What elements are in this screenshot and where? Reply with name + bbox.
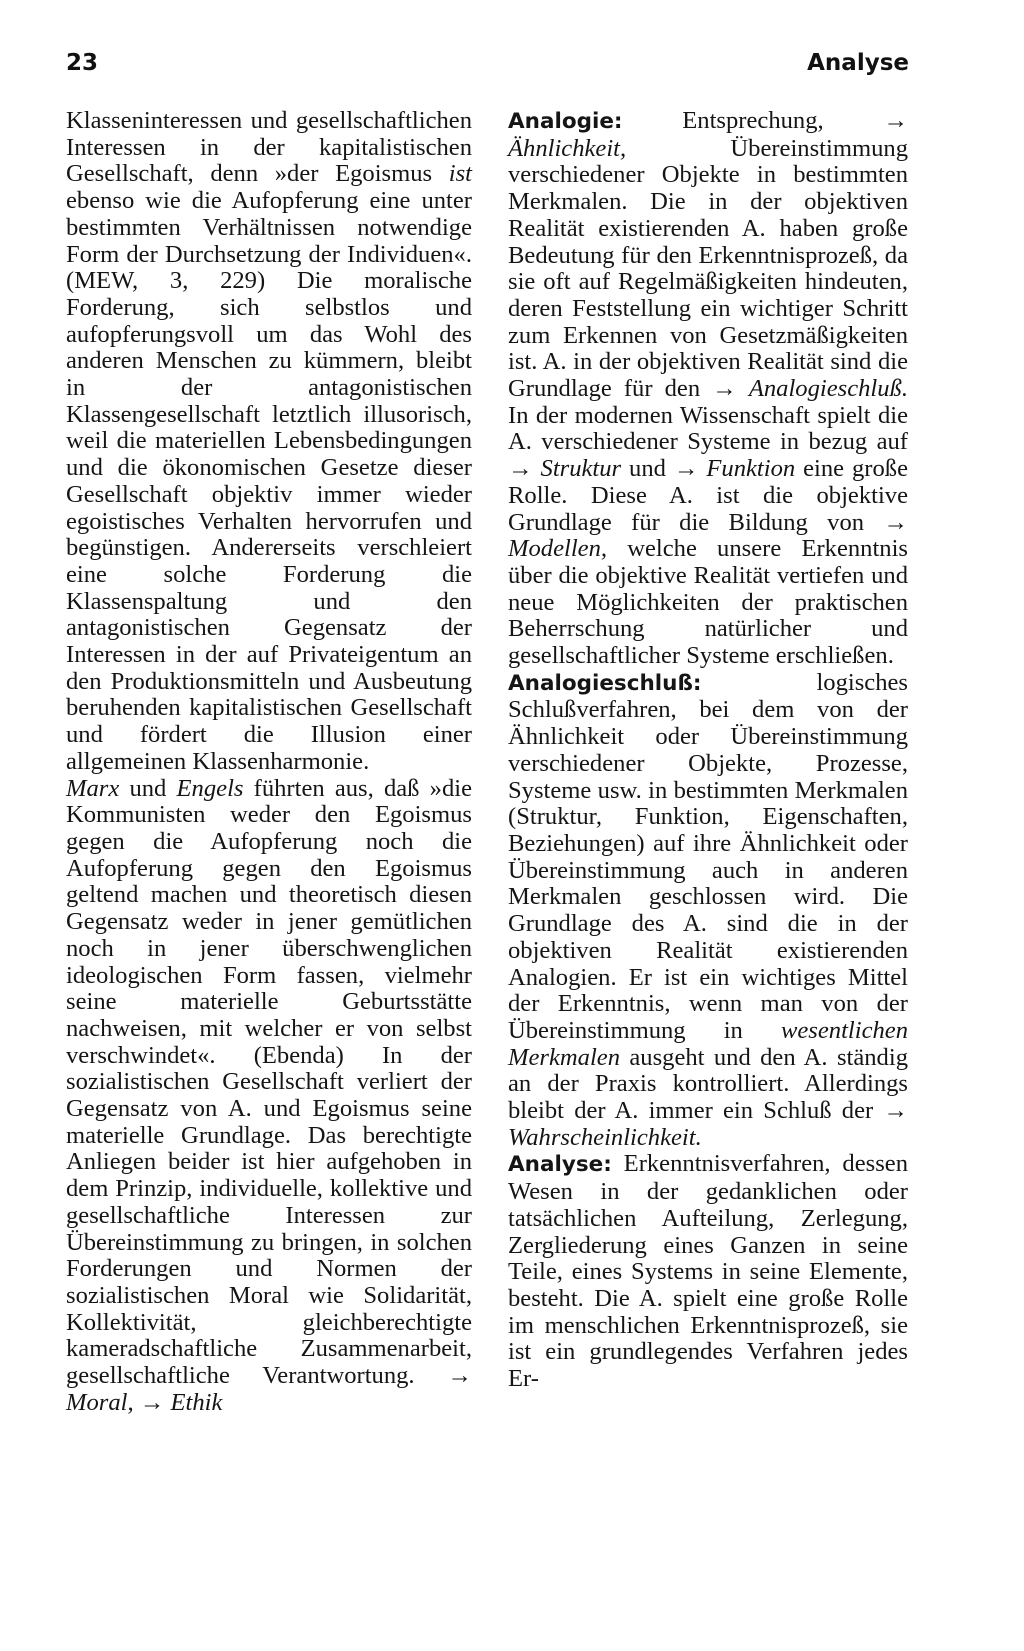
cross-reference: Funktion: [706, 455, 796, 483]
running-head: Analyse: [807, 50, 909, 76]
text-run: →: [133, 1388, 171, 1416]
entry-analyse: [508, 1151, 908, 1392]
text-run: welche unsere Erkenntnis über die objektive Realität vertiefen und neue Möglichkeiten der praktischen Beherrschung natürlicher und gesellschaftlicher Systeme erschließen.: [508, 535, 908, 670]
entry-analogieschluss: [508, 670, 908, 1152]
emphasis: ist: [448, 160, 472, 188]
text-run: und →: [621, 455, 707, 483]
text-run: Klasseninteressen und gesellschaftlichen Interessen in der kapitalistischen Gesellschaft, denn »der Egoismus: [66, 107, 472, 188]
text-run: ebenso wie die Aufopferung eine unter bestimmten Verhältnissen notwendige Form der Durchsetzung der Individuen«. (MEW, 3, 229) Die moralische Forderung, sich selbstlos und aufopferungsvoll um das Wohl des anderen Menschen zu kümmern, bleibt in der antagonistischen Klassengesellschaft letztlich illusorisch, weil die materiellen Lebensbedingungen und die ökonomischen Gesetze dieser Gesellschaft objektiv immer wieder egoistisches Verhalten hervorrufen und begünstigen. Andererseits verschleiert eine solche Forderung die Klassenspaltung und den antagonistischen Gegensatz der Interessen in der auf Privateigentum an den Produktionsmitteln und Ausbeutung beruhenden kapitalistischen Gesellschaft und fördert die Illusion einer allgemeinen Klassenharmonie.: [66, 187, 472, 775]
text-run: In der modernen Wissenschaft spielt die A. verschiedener Systeme in bezug auf →: [508, 401, 908, 483]
paragraph-marx-engels: [66, 776, 472, 1417]
cross-reference: Ethik: [170, 1388, 223, 1416]
entry-term: Analyse:: [508, 1152, 612, 1178]
cross-reference: Modellen,: [508, 535, 608, 563]
cross-reference: Wahrscheinlichkeit.: [508, 1123, 702, 1151]
entry-term: Analogieschluß:: [508, 670, 702, 696]
text-run: Erkenntnisverfahren, dessen Wesen in der gedanklichen oder tatsächlichen Aufteilung, Zerlegung, Zergliederung eines Ganzen in seine Teile, eines Systems in seine Elemente, besteht. Die A. spielt eine große Rolle im menschlichen Erkenntnisprozeß, sie ist ein grundlegendes Verfahren jedes Er-: [508, 1150, 908, 1393]
entry-term: Analogie:: [508, 109, 623, 134]
page-number: 23: [66, 50, 99, 76]
emphasis: Marx: [66, 774, 120, 802]
cross-reference: Ähnlichkeit,: [508, 134, 627, 162]
text-run: und: [119, 774, 177, 802]
emphasis: Engels: [176, 774, 244, 802]
cross-reference: Moral,: [66, 1388, 134, 1416]
text-run: logisches Schlußverfahren, bei dem von der Ähnlichkeit oder Übereinstimmung verschiedener Objekte, Prozesse, Systeme usw. in bestimmten Merkmalen (Struktur, Funktion, Eigenschaften, Beziehungen) auf ihre Ähnlichkeit oder Übereinstimmung auch in anderen Merkmalen geschlossen wird. Die Grundlage des A. sind die in der objektiven Realität existierenden Analogien. Er ist ein wichtiges Mittel der Erkenntnis, wenn man von der Übereinstimmung in: [508, 668, 908, 1044]
right-column: [508, 108, 908, 1393]
entry-analogie: [508, 108, 908, 670]
text-run: Entsprechung, →: [622, 107, 908, 134]
cross-reference: Struktur: [540, 455, 622, 483]
paragraph-egoismus: [66, 108, 472, 776]
text-run: Übereinstimmung verschiedener Objekte in bestimmten Merkmalen. Die in der objektiven Realität existierenden A. haben große Bedeutung für den Erkenntnisprozeß, da sie oft auf Regelmäßigkeiten hindeuten, deren Feststellung ein wichtiger Schritt zum Erkennen von Gesetzmäßigkeiten ist. A. in der objektiven Realität sind die Grundlage für den →: [508, 134, 908, 403]
text-run: ausgeht und den A. ständig an der Praxis kontrolliert. Allerdings bleibt der A. immer ein Schluß der →: [508, 1043, 908, 1125]
emphasis: wesentlichen Merkmalen: [508, 1016, 908, 1071]
text-run: führten aus, daß »die Kommunisten weder den Egoismus gegen die Aufopferung noch die Aufopferung gegen den Egoismus geltend machen und theoretisch diesen Gegensatz weder in jener gemütlichen noch in jener überschwenglichen ideologischen Form fassen, vielmehr seine materielle Geburtsstätte nachweisen, mit welcher er von selbst verschwindet«. (Ebenda) In der sozialistischen Gesellschaft verliert der Gegensatz von A. und Egoismus seine materielle Grundlage. Das berechtigte Anliegen beider ist hier aufgehoben in dem Prinzip, individuelle, kollektive und gesellschaftliche Interessen zur Übereinstimmung zu bringen, in solchen Forderungen und Normen der sozialistischen Moral wie Solidarität, Kollektivität, gleichberechtigte kameradschaftliche Zusammenarbeit, gesellschaftliche Verantwortung. →: [66, 774, 472, 1390]
text-run: eine große Rolle. Diese A. ist die objektive Grundlage für die Bildung von →: [508, 455, 908, 536]
cross-reference: Analogieschluß.: [748, 375, 908, 403]
left-column: [66, 108, 472, 1416]
